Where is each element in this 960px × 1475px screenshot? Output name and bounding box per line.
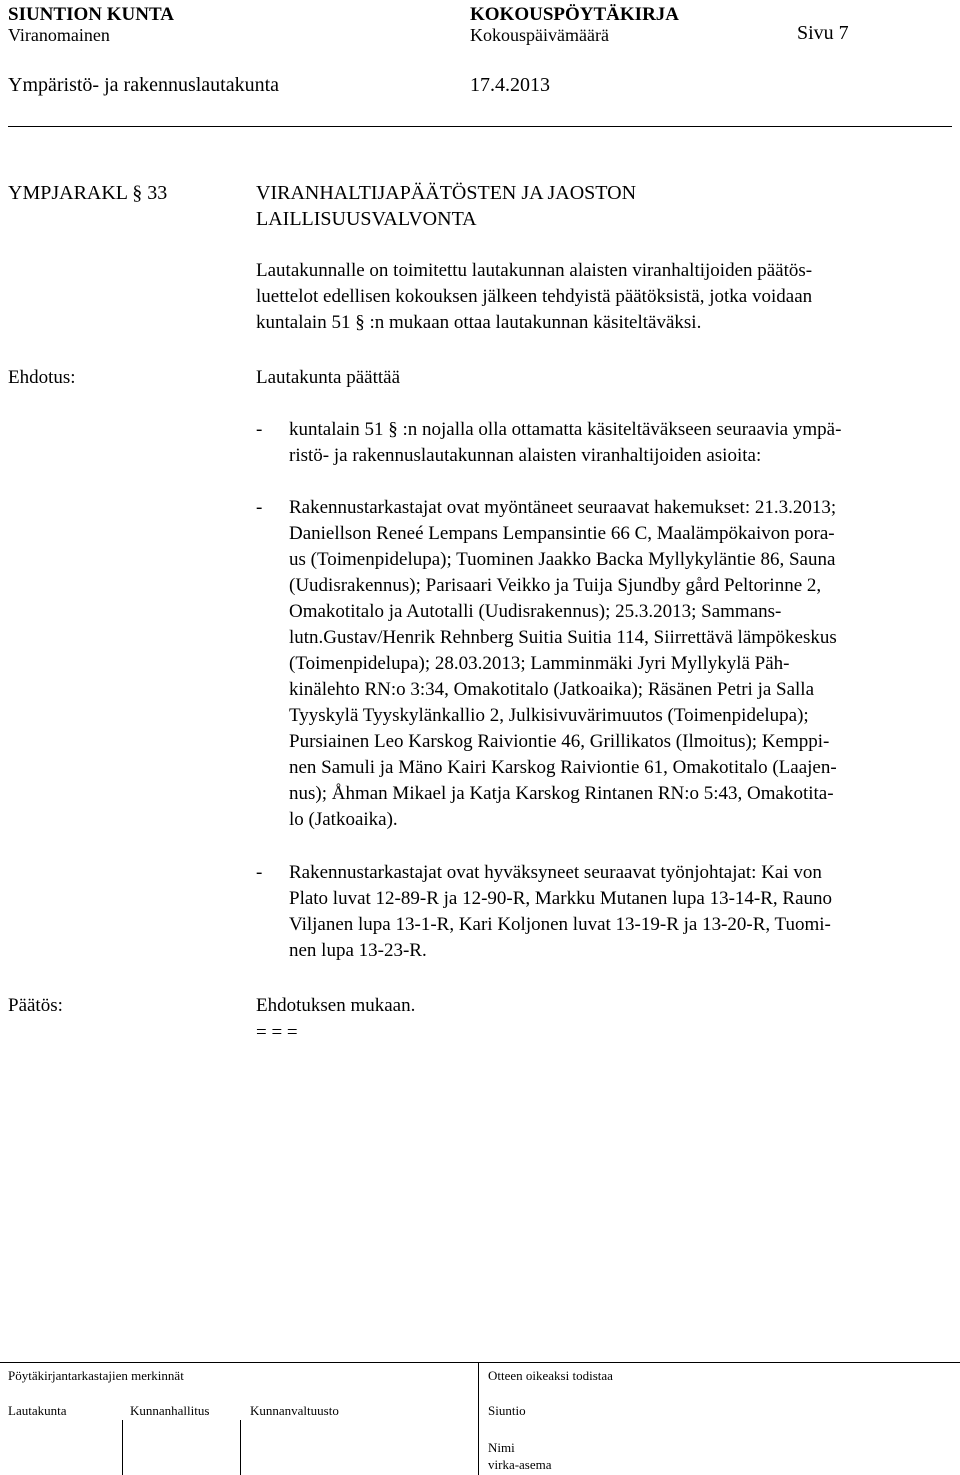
intro-line: Lautakunnalle on toimitettu lautakunnan alaisten viranhaltijoiden päätös- <box>256 260 813 281</box>
header-divider <box>8 126 952 127</box>
footer-col-divider-2 <box>240 1420 241 1475</box>
bullet-line: Rakennustarkastajat ovat myöntäneet seuraavat hakemukset: 21.3.2013; <box>289 497 837 518</box>
meeting-date: 17.4.2013 <box>470 74 550 96</box>
bullet-line: Pursiainen Leo Karskog Raiviontie 46, Grillikatos (Ilmoitus); Kemppi- <box>289 731 830 752</box>
document-type: KOKOUSPÖYTÄKIRJA <box>470 4 680 25</box>
bullet-line: lo (Jatkoaika). <box>289 809 398 830</box>
bullet-line: (Uudisrakennus); Parisaari Veikko ja Tuija Sjundby gård Peltorinne 2, <box>289 575 822 596</box>
decision-text: Ehdotuksen mukaan. <box>256 995 416 1016</box>
bullet-line: nen Samuli ja Mäno Kairi Karskog Raiviontie 61, Omakotitalo (Laajen- <box>289 757 837 778</box>
decision-label: Päätös: <box>8 995 63 1016</box>
footer-col-executive: Kunnanhallitus <box>130 1403 210 1418</box>
footer-col-board: Lautakunta <box>8 1403 67 1418</box>
bullet-line: us (Toimenpidelupa); Tuominen Jaakko Backa Myllykyläntie 86, Sauna <box>289 549 836 570</box>
proposal-text: Lautakunta päättää <box>256 367 401 388</box>
bullet-dash: - <box>256 419 263 440</box>
footer-name-label: Nimi <box>488 1440 515 1455</box>
authority-label: Viranomainen <box>8 25 110 45</box>
footer-left-heading: Pöytäkirjantarkastajien merkinnät <box>8 1368 184 1383</box>
footer-center-divider <box>478 1362 479 1475</box>
bullet-dash: - <box>256 862 263 883</box>
footer-col-council: Kunnanvaltuusto <box>250 1403 339 1418</box>
bullet-line: Plato luvat 12-89-R ja 12-90-R, Markku Mutanen lupa 13-14-R, Rauno <box>289 888 833 909</box>
proposal-label: Ehdotus: <box>8 367 76 388</box>
bullet-line: (Toimenpidelupa); 28.03.2013; Lamminmäki Jyri Myllykylä Päh- <box>289 653 790 674</box>
bullet-line: nen lupa 13-23-R. <box>289 940 427 961</box>
bullet-dash: - <box>256 497 263 518</box>
municipality-name: SIUNTION KUNTA <box>8 4 174 25</box>
item-title-line-1: VIRANHALTIJAPÄÄTÖSTEN JA JAOSTON <box>256 182 637 204</box>
bullet-line: Tyyskylä Tyyskylänkallio 2, Julkisivuvärimuutos (Toimenpidelupa); <box>289 705 809 726</box>
bullet-line: Viljanen lupa 13-1-R, Kari Koljonen luvat 13-19-R ja 13-20-R, Tuomi- <box>289 914 831 935</box>
end-marker: = = = <box>256 1022 298 1043</box>
bullet-line: Daniellson Reneé Lempans Lempansintie 66 C, Maalämpökaivon pora- <box>289 523 835 544</box>
item-title-line-2: LAILLISUUSVALVONTA <box>256 208 477 230</box>
authority-name: Ympäristö- ja rakennuslautakunta <box>8 74 280 96</box>
intro-paragraph <box>256 258 946 336</box>
footer-col-divider-1 <box>122 1420 123 1475</box>
bullet-line: kinälehto RN:o 3:34, Omakotitalo (Jatkoaika); Räsänen Petri ja Salla <box>289 679 815 700</box>
intro-line: luettelot edellisen kokouksen jälkeen tehdyistä päätöksistä, jotka voidaan <box>256 286 813 307</box>
intro-line: kuntalain 51 § :n mukaan ottaa lautakunnan käsiteltäväksi. <box>256 312 702 333</box>
footer-right-heading: Otteen oikeaksi todistaa <box>488 1368 613 1383</box>
bullet-line: ristö- ja rakennuslautakunnan alaisten viranhaltijoiden asioita: <box>289 445 762 466</box>
meeting-date-label: Kokouspäivämäärä <box>470 25 609 45</box>
footer-title-label: virka-asema <box>488 1457 552 1472</box>
bullet-line: nus); Åhman Mikael ja Katja Karskog Rintanen RN:o 5:43, Omakotita- <box>289 783 834 804</box>
bullet-line: Omakotitalo ja Autotalli (Uudisrakennus); 25.3.2013; Sammans- <box>289 601 782 622</box>
bullet-line: Rakennustarkastajat ovat hyväksyneet seuraavat työnjohtajat: Kai von <box>289 862 822 883</box>
page-number: Sivu 7 <box>797 22 849 44</box>
footer-place: Siuntio <box>488 1403 526 1418</box>
footer-top-rule <box>0 1362 960 1363</box>
bullet-line: kuntalain 51 § :n nojalla olla ottamatta käsiteltäväkseen seuraavia ympä- <box>289 419 842 440</box>
item-code: YMPJARAKL § 33 <box>8 182 168 204</box>
bullet-line: lutn.Gustav/Henrik Rehnberg Suitia Suitia 114, Siirrettävä lämpökeskus <box>289 627 837 648</box>
